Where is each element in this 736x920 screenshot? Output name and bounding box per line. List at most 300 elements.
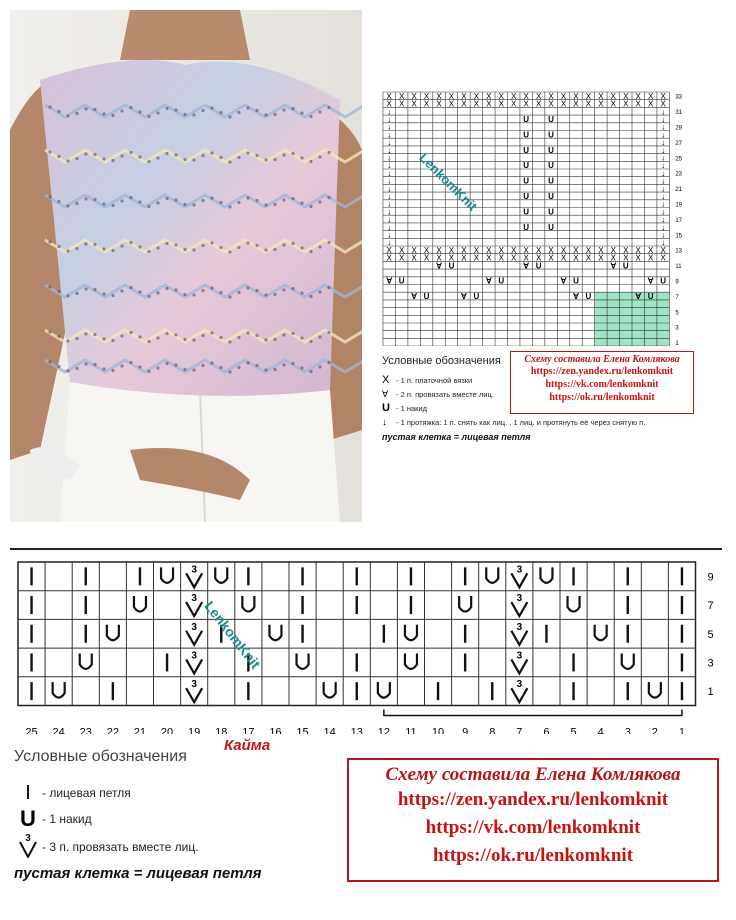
chart-symbol: X: [648, 99, 654, 109]
chart-symbol: ↓: [661, 215, 666, 225]
yarn-over-icon: U: [20, 806, 36, 831]
decrease-symbol-icon: ∀: [382, 388, 389, 399]
chart-symbol: X: [610, 99, 616, 109]
three-tog-label: 3: [516, 621, 523, 633]
yarn-over-symbol: [405, 653, 417, 669]
col-number: 20: [160, 726, 174, 734]
chart-symbol: U: [548, 161, 554, 171]
chart-symbol: X: [635, 91, 641, 101]
chart-symbol: ∀: [610, 261, 617, 271]
three-tog-symbol: [186, 631, 202, 645]
chart-symbol: ↓: [387, 192, 392, 201]
legend-text: - 1 протяжка: 1 п. снять как лиц. , 1 лиц. и протянуть её через снятую п.: [396, 418, 646, 427]
chart-symbol: U: [523, 130, 530, 140]
chart-symbol: X: [436, 253, 442, 263]
legend-item-slip: [382, 417, 722, 428]
chart-symbol: X: [535, 245, 542, 255]
yarn-over-symbol: [486, 567, 498, 583]
chart-symbol: X: [498, 253, 504, 263]
chart-symbol: X: [623, 253, 629, 263]
chart-symbol: U: [523, 115, 530, 124]
chart-symbol: X: [535, 91, 542, 101]
chart-symbol: X: [635, 99, 641, 109]
chart-symbol: X: [399, 245, 405, 255]
col-number: 14: [323, 726, 336, 734]
top-legend: [382, 373, 522, 415]
col-number: 22: [106, 726, 119, 734]
repeat-bracket: [384, 710, 682, 716]
chart-symbol: U: [548, 130, 554, 140]
chart-symbol: X: [448, 245, 455, 255]
three-together-icon: [14, 832, 42, 863]
chart-symbol: X: [660, 253, 666, 263]
svg-text:3: 3: [25, 832, 31, 844]
three-tog-symbol: [186, 602, 202, 616]
chart-symbol: U: [548, 145, 554, 155]
chart-symbol: ↓: [661, 138, 666, 148]
chart-symbol: ↓: [661, 176, 666, 186]
chart-symbol: X: [486, 99, 492, 109]
yarn-over-symbol: [107, 625, 119, 641]
three-tog-symbol: [511, 602, 527, 616]
chart-symbol: U: [622, 261, 629, 271]
col-number: 2: [651, 726, 658, 734]
legend-text: - 1 накид: [396, 403, 427, 413]
three-tog-label: 3: [516, 650, 523, 662]
chart-symbol: X: [535, 99, 542, 109]
chart-symbol: ∀: [436, 261, 442, 271]
chart-symbol: ↓: [387, 207, 392, 217]
chart-symbol: X: [573, 245, 579, 255]
row-number: 5: [675, 310, 679, 317]
three-tog-symbol: [511, 573, 527, 587]
chart-symbol: U: [535, 261, 542, 271]
chart-symbol: X: [486, 253, 492, 263]
chart-symbol: X: [399, 253, 405, 263]
chart-symbol: X: [598, 253, 604, 263]
chart-symbol: U: [647, 292, 654, 302]
chart-symbol: ↓: [661, 168, 666, 178]
chart-symbol: U: [660, 276, 667, 286]
chart-symbol: X: [423, 91, 430, 101]
chart-symbol: X: [573, 91, 579, 101]
chart-symbol: X: [623, 99, 629, 109]
chart-symbol: ↓: [661, 122, 666, 132]
chart-symbol: X: [511, 245, 517, 255]
col-number: 21: [133, 726, 147, 734]
yarn-over-symbol: [53, 682, 65, 698]
chart-symbol: ↓: [661, 107, 666, 117]
chart-symbol: X: [598, 91, 604, 101]
chart-symbol: X: [635, 245, 641, 255]
chart-symbol: ↓: [661, 238, 666, 248]
chart-symbol: X: [386, 99, 392, 109]
chart-symbol: X: [461, 253, 467, 263]
chart-symbol: U: [585, 292, 592, 302]
three-tog-symbol: [511, 631, 527, 645]
chart-symbol: X: [461, 91, 467, 101]
chart-symbol: X: [623, 91, 629, 101]
chart-symbol: U: [548, 176, 554, 186]
chart-symbol: ↓: [661, 161, 666, 171]
chart-symbol: ↓: [661, 230, 666, 240]
row-number: 3: [675, 325, 679, 332]
chart-symbol: ↓: [387, 122, 392, 132]
chart-symbol: X: [598, 245, 604, 255]
chart-symbol: ↓: [661, 153, 666, 163]
chart-symbol: X: [386, 245, 392, 255]
yarn-over-symbol: [324, 682, 336, 698]
chart-symbol: U: [423, 292, 430, 302]
row-number: 1: [707, 686, 714, 699]
yarn-over-symbol: [622, 653, 634, 669]
bottom-knitting-chart: [10, 556, 726, 734]
row-number: 3: [707, 657, 714, 670]
chart-symbol: ∀: [523, 261, 529, 271]
chart-symbol: X: [623, 245, 629, 255]
three-tog-symbol: [511, 688, 527, 702]
row-number: 33: [675, 94, 683, 101]
yarn-over-symbol: [459, 596, 471, 612]
col-number: 1: [678, 726, 686, 734]
row-number: 21: [675, 187, 683, 194]
three-tog-label: 3: [191, 679, 197, 691]
chart-symbol: X: [648, 245, 654, 255]
top-legend-footer: пустая клетка = лицевая петля: [382, 432, 531, 442]
col-number: 12: [377, 726, 390, 734]
top-knitting-chart: [375, 86, 727, 346]
chart-symbol: X: [585, 91, 592, 101]
chart-symbol: ↓: [387, 145, 392, 155]
yarn-over-symbol: [540, 567, 552, 583]
yarn-over-symbol: [161, 567, 173, 583]
chart-symbol: X: [411, 99, 417, 109]
chart-symbol: U: [523, 161, 530, 171]
chart-symbol: ↓: [387, 230, 392, 240]
chart-symbol: X: [560, 99, 567, 109]
chart-symbol: ↓: [387, 138, 392, 148]
top-credit-box: [510, 351, 694, 414]
chart-symbol: X: [461, 245, 467, 255]
col-number: 3: [624, 726, 631, 734]
chart-symbol: X: [448, 91, 455, 101]
row-number: 1: [675, 341, 679, 346]
chart-symbol: X: [523, 253, 529, 263]
chart-symbol: X: [548, 91, 554, 101]
credit-title: Схему составила Елена Комлякова: [385, 764, 681, 785]
row-number: 23: [675, 171, 683, 178]
bottom-legend: [14, 780, 334, 862]
three-tog-symbol: [511, 659, 527, 673]
chart-symbol: X: [386, 253, 392, 263]
yarn-over-symbol: [242, 596, 254, 612]
yarn-over-symbol: [378, 682, 390, 698]
chart-symbol: X: [461, 99, 467, 109]
chart-symbol: ↓: [387, 238, 392, 248]
three-tog-symbol: [186, 573, 202, 587]
chart-symbol: ↓: [387, 222, 392, 232]
chart-symbol: ↓: [661, 184, 666, 194]
yarn-over-symbol: [269, 625, 281, 641]
credit-link-ok[interactable]: https://ok.ru/lenkomknit: [549, 392, 655, 403]
chart-symbol: U: [498, 276, 505, 286]
chart-symbol: ↓: [387, 161, 392, 171]
col-number: 24: [52, 726, 65, 734]
col-number: 25: [25, 726, 38, 734]
row-number: 15: [675, 233, 683, 240]
chart-symbol: X: [523, 245, 529, 255]
chart-symbol: X: [386, 91, 392, 101]
chart-symbol: X: [610, 253, 616, 263]
chart-symbol: ↓: [387, 115, 392, 124]
chart-symbol: X: [473, 99, 480, 109]
chart-symbol: X: [548, 245, 554, 255]
legend-text: - 3 п. провязать вместе лиц.: [42, 840, 199, 854]
chart-symbol: X: [436, 99, 442, 109]
top-legend-title: Условные обозначения: [382, 355, 501, 367]
chart-symbol: ↓: [661, 222, 666, 232]
chart-symbol: X: [423, 253, 430, 263]
chart-symbol: X: [560, 245, 567, 255]
top-chart-watermark: LenkomKnit: [416, 150, 481, 214]
col-number: 7: [516, 726, 523, 734]
chart-symbol: X: [523, 99, 529, 109]
col-number: 18: [215, 726, 228, 734]
yarn-over-symbol: [405, 625, 417, 641]
chart-symbol: U: [573, 276, 579, 286]
knitted-top-photo: [10, 10, 362, 522]
chart-symbol: X: [548, 99, 554, 109]
chart-symbol: X: [511, 99, 517, 109]
knit-stitch-icon: I: [25, 781, 31, 804]
row-number: 25: [675, 156, 683, 163]
chart-symbol: U: [523, 207, 530, 217]
chart-symbol: X: [473, 253, 480, 263]
row-number: 31: [675, 110, 683, 117]
legend-item-3tog: [14, 832, 334, 862]
chart-symbol: U: [448, 261, 455, 271]
credit-link-vk[interactable]: https://vk.com/lenkomknit: [545, 379, 659, 390]
chart-symbol: X: [573, 253, 579, 263]
chart-symbol: X: [660, 91, 666, 101]
chart-symbol: X: [660, 99, 666, 109]
chart-symbol: X: [498, 91, 504, 101]
row-number: 11: [675, 264, 682, 271]
chart-symbol: X: [648, 253, 654, 263]
section-divider: [10, 548, 722, 550]
chart-symbol: ↓: [661, 130, 666, 140]
row-number: 5: [707, 628, 714, 641]
chart-symbol: X: [399, 91, 405, 101]
chart-symbol: U: [548, 192, 554, 201]
yarn-over-symbol: [215, 567, 227, 583]
legend-text: - лицевая петля: [42, 786, 131, 800]
chart-symbol: X: [610, 91, 616, 101]
chart-symbol: ∀: [486, 276, 492, 286]
chart-symbol: X: [585, 99, 592, 109]
chart-symbol: X: [610, 245, 616, 255]
chart-symbol: X: [660, 245, 666, 255]
chart-symbol: X: [436, 245, 442, 255]
chart-symbol: X: [548, 253, 554, 263]
chart-symbol: ↓: [661, 115, 666, 124]
row-number: 13: [675, 248, 683, 255]
chart-symbol: U: [523, 176, 530, 186]
arrow-down-icon: ↓: [382, 417, 387, 428]
legend-item-knit: [14, 780, 334, 806]
photo-illustration: [10, 10, 362, 522]
chart-symbol: X: [560, 253, 567, 263]
col-number: 11: [405, 726, 417, 734]
credit-link-zen[interactable]: https://zen.yandex.ru/lenkomknit: [397, 789, 669, 810]
credit-title: Схему составила Елена Комлякова: [524, 354, 680, 365]
three-tog-label: 3: [191, 621, 197, 633]
yarn-over-icon: U: [382, 402, 390, 414]
legend-text: - 2 п. провязать вместе лиц.: [396, 389, 494, 399]
yarn-over-symbol: [649, 682, 661, 698]
chart-symbol: X: [448, 99, 455, 109]
chart-symbol: X: [436, 91, 442, 101]
chart-symbol: X: [560, 91, 567, 101]
chart-symbol: X: [573, 99, 579, 109]
credit-link-zen[interactable]: https://zen.yandex.ru/lenkomknit: [530, 366, 674, 377]
yarn-over-symbol: [297, 653, 309, 669]
chart-symbol: ↓: [661, 199, 666, 209]
row-number: 29: [675, 125, 683, 132]
chart-symbol: U: [548, 207, 554, 217]
col-number: 5: [570, 726, 577, 734]
three-tog-label: 3: [191, 650, 197, 662]
chart-symbol: U: [548, 115, 554, 124]
bottom-chart-grid: [10, 556, 726, 734]
credit-link-vk[interactable]: https://vk.com/lenkomknit: [425, 817, 641, 838]
chart-symbol: ↓: [387, 153, 392, 163]
chart-symbol: X: [473, 91, 480, 101]
chart-symbol: ∀: [560, 276, 567, 286]
chart-symbol: X: [648, 91, 654, 101]
chart-symbol: ↓: [387, 107, 392, 117]
chart-symbol: ↓: [661, 207, 666, 217]
chart-symbol: X: [523, 91, 529, 101]
row-number: 19: [675, 202, 683, 209]
yarn-over-symbol: [568, 596, 580, 612]
chart-symbol: ↓: [387, 130, 392, 140]
bottom-legend-footer: пустая клетка = лицевая петля: [14, 865, 262, 882]
chart-symbol: ↓: [387, 199, 392, 209]
three-tog-label: 3: [516, 679, 523, 691]
col-number: 23: [79, 726, 92, 734]
credit-link-ok[interactable]: https://ok.ru/lenkomknit: [432, 845, 634, 866]
three-tog-symbol: [186, 688, 202, 702]
three-tog-label: 3: [191, 593, 197, 605]
col-number: 19: [188, 726, 201, 734]
chart-symbol: ∀: [573, 292, 579, 302]
chart-symbol: X: [423, 99, 430, 109]
chart-symbol: ∀: [411, 292, 417, 302]
three-tog-label: 3: [516, 564, 523, 576]
chart-symbol: X: [486, 91, 492, 101]
chart-symbol: ↓: [661, 192, 666, 201]
x-symbol-icon: X: [382, 374, 390, 386]
chart-symbol: ↓: [661, 145, 666, 155]
legend-item-yo: [14, 806, 334, 832]
col-number: 4: [597, 726, 604, 734]
yarn-over-symbol: [80, 653, 92, 669]
col-number: 10: [431, 726, 445, 734]
three-tog-symbol: [186, 659, 202, 673]
row-number: 9: [675, 279, 679, 286]
chart-symbol: X: [411, 245, 417, 255]
chart-symbol: X: [423, 245, 430, 255]
chart-symbol: U: [473, 292, 480, 302]
chart-symbol: ↓: [387, 215, 392, 225]
bottom-chart-caption: Кайма: [224, 737, 271, 754]
chart-symbol: ↓: [387, 184, 392, 194]
row-number: 27: [675, 140, 683, 147]
chart-symbol: X: [535, 253, 542, 263]
chart-symbol: X: [511, 253, 517, 263]
col-number: 15: [296, 726, 309, 734]
bottom-chart-watermark: LenkomKnit: [201, 598, 264, 672]
col-number: 16: [269, 726, 282, 734]
chart-symbol: X: [411, 253, 417, 263]
chart-symbol: U: [523, 145, 530, 155]
yarn-over-symbol: [595, 625, 607, 641]
chart-symbol: ↓: [387, 168, 392, 178]
top-chart-grid: [375, 86, 727, 346]
row-number: 7: [707, 600, 714, 613]
col-number: 8: [489, 726, 496, 734]
chart-symbol: U: [523, 192, 530, 201]
chart-symbol: ∀: [461, 292, 467, 302]
chart-symbol: X: [598, 99, 604, 109]
row-number: 9: [707, 571, 714, 584]
chart-symbol: ∀: [635, 292, 641, 302]
chart-symbol: X: [498, 99, 504, 109]
col-number: 6: [543, 726, 550, 734]
chart-symbol: ↓: [387, 176, 392, 186]
legend-item-yo: [382, 401, 522, 415]
row-number: 7: [675, 294, 679, 301]
row-number: 17: [675, 217, 683, 224]
chart-symbol: X: [486, 245, 492, 255]
chart-symbol: U: [398, 276, 405, 286]
bottom-credit-box: [347, 758, 719, 882]
chart-symbol: X: [585, 253, 592, 263]
bottom-legend-title: Условные обозначения: [14, 748, 187, 765]
legend-text: - 1 п. платочной вязки: [396, 375, 473, 385]
chart-symbol: X: [473, 245, 480, 255]
chart-symbol: U: [548, 222, 554, 232]
chart-symbol: X: [585, 245, 592, 255]
col-number: 17: [242, 726, 255, 734]
chart-symbol: X: [498, 245, 504, 255]
three-tog-label: 3: [191, 564, 197, 576]
chart-symbol: ∀: [647, 276, 654, 286]
three-tog-label: 3: [516, 593, 523, 605]
chart-symbol: X: [448, 253, 455, 263]
chart-symbol: X: [411, 91, 417, 101]
yarn-over-symbol: [134, 596, 146, 612]
chart-symbol: X: [635, 253, 641, 263]
legend-item-x: [382, 373, 522, 387]
legend-item-decrease: [382, 387, 522, 401]
chart-symbol: U: [523, 222, 530, 232]
col-number: 9: [462, 726, 469, 734]
chart-symbol: X: [399, 99, 405, 109]
chart-symbol: ∀: [386, 276, 392, 286]
legend-text: - 1 накид: [42, 812, 92, 826]
